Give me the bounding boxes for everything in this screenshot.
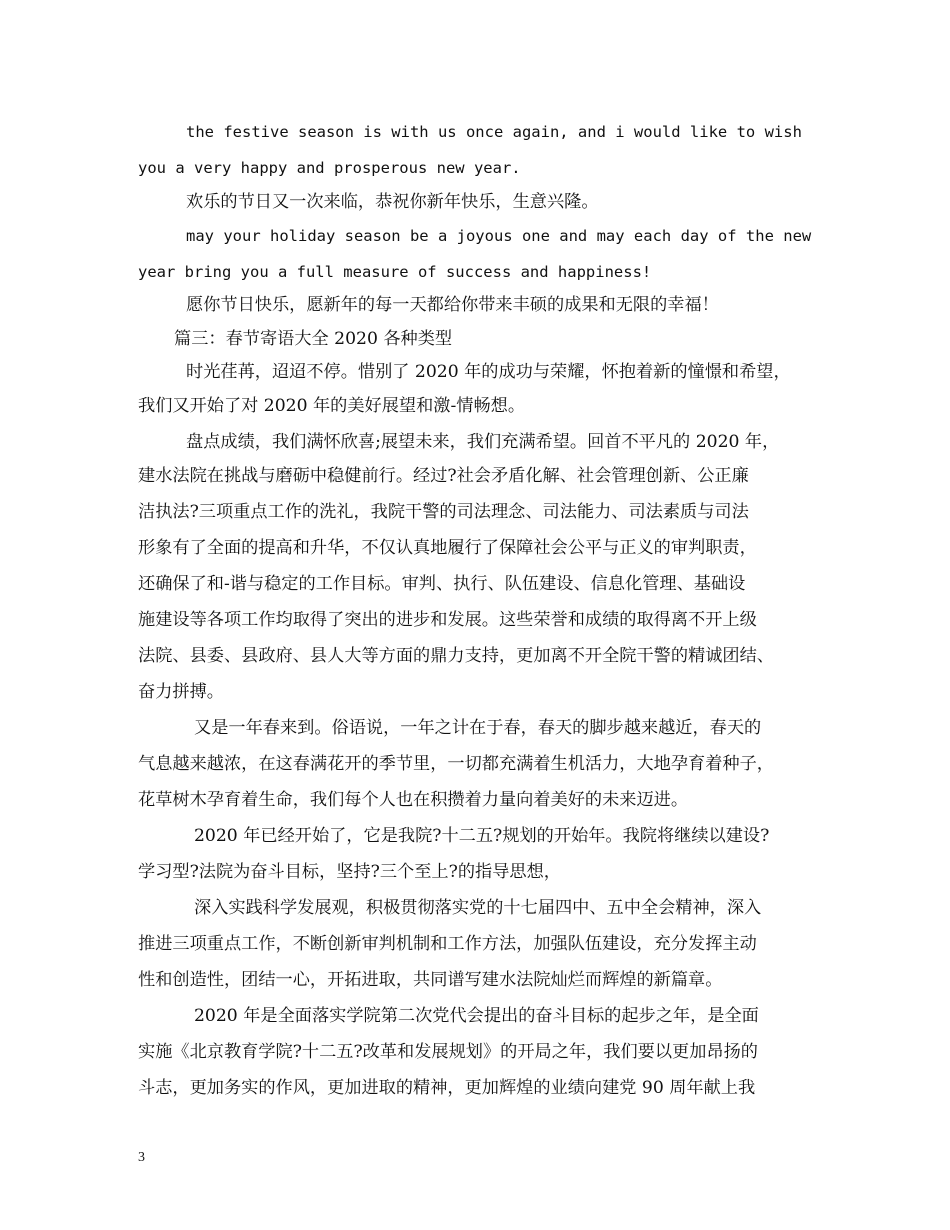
text-line: 花草树木孕育着生命，我们每个人也在积攒着力量向着美好的未来迈进。 — [138, 790, 689, 810]
text-line: 时光荏苒，迢迢不停。惜别了 2020 年的成功与荣耀，怀抱着新的憧憬和希望， — [186, 362, 791, 382]
text-line: 还确保了和-谐与稳定的工作目标。审判、执行、队伍建设、信息化管理、基础设 — [138, 574, 746, 594]
text-line: 气息越来越浓，在这春满花开的季节里，一切都充满着生机活力，大地孕育着种子， — [138, 754, 774, 774]
text-line: 深入实践科学发展观，积极贯彻落实党的十七届四中、五中全会精神，深入 — [194, 898, 762, 918]
text-line: year bring you a full measure of success and happiness! — [138, 263, 652, 281]
text-line: 施建设等各项工作均取得了突出的进步和发展。这些荣誉和成绩的取得离不开上级 — [138, 610, 757, 630]
text-line: 性和创造性，团结一心，开拓进取，共同谱写建水法院灿烂而辉煌的新篇章。 — [138, 970, 723, 990]
text-line: 建水法院在挑战与磨砺中稳健前行。经过?社会矛盾化解、社会管理创新、公正廉 — [138, 466, 749, 486]
text-line: 实施《北京教育学院?十二五?改革和发展规划》的开局之年，我们要以更加昂扬的 — [138, 1042, 758, 1062]
text-line: 我们又开始了对 2020 年的美好展望和激-情畅想。 — [138, 396, 526, 416]
page-number: 3 — [138, 1150, 145, 1165]
text-line: 2020 年已经开始了，它是我院?十二五?规划的开始年。我院将继续以建设? — [194, 826, 770, 846]
text-line: 奋力拼搏。 — [138, 682, 224, 702]
text-line: 斗志，更加务实的作风，更加进取的精神，更加辉煌的业绩向建党 90 周年献上我 — [138, 1078, 756, 1098]
text-line: 欢乐的节日又一次来临，恭祝你新年快乐，生意兴隆。 — [186, 192, 599, 212]
text-line: may your holiday season be a joyous one and may each day of the new — [186, 227, 812, 245]
section-heading: 篇三：春节寄语大全 2020 各种类型 — [174, 329, 453, 349]
text-line: the festive season is with us once again, and i would like to wish — [186, 123, 802, 141]
text-line: 愿你节日快乐，愿新年的每一天都给你带来丰硕的成果和无限的幸福！ — [186, 295, 719, 315]
text-line: 学习型?法院为奋斗目标，坚持?三个至上?的指导思想， — [138, 862, 561, 882]
text-line: 又是一年春来到。俗语说，一年之计在于春，春天的脚步越来越近，春天的 — [194, 718, 762, 738]
text-line: 形象有了全面的提高和升华，不仅认真地履行了保障社会公平与正义的审判职责， — [138, 538, 757, 558]
text-line: you a very happy and prosperous new year. — [138, 159, 521, 177]
text-line: 2020 年是全面落实学院第二次党代会提出的奋斗目标的起步之年，是全面 — [194, 1006, 759, 1026]
text-line: 法院、县委、县政府、县人大等方面的鼎力支持，更加离不开全院干警的精诚团结、 — [138, 646, 774, 666]
text-line: 推进三项重点工作，不断创新审判机制和工作方法，加强队伍建设，充分发挥主动 — [138, 934, 757, 954]
text-line: 盘点成绩，我们满怀欣喜;展望未来，我们充满希望。回首不平凡的 2020 年， — [186, 432, 780, 452]
text-line: 洁执法?三项重点工作的洗礼，我院干警的司法理念、司法能力、司法素质与司法 — [138, 502, 749, 522]
